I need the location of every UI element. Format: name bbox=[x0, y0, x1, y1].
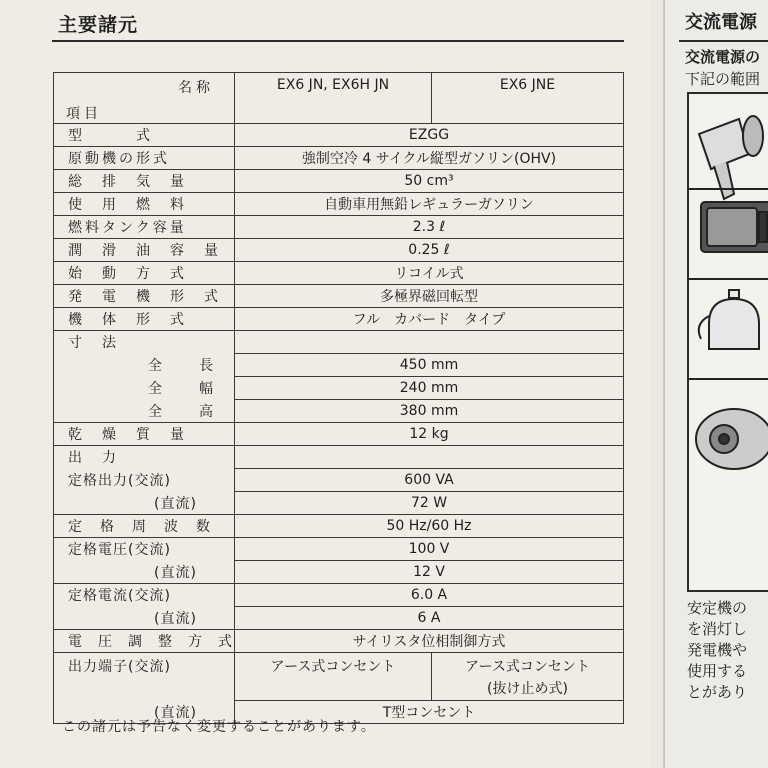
row-value: リコイル式 bbox=[235, 262, 624, 285]
dry-weight-label: 乾 燥 質 量 bbox=[54, 423, 235, 446]
appliance-illustrations bbox=[689, 94, 768, 590]
current-dc-label: (直流) bbox=[54, 607, 235, 630]
row-label: 始 動 方 式 bbox=[54, 262, 235, 285]
dry-weight-value: 12 kg bbox=[235, 423, 624, 446]
table-row bbox=[54, 170, 624, 193]
row-value: 多極界磁回転型 bbox=[235, 285, 624, 308]
adjacent-page-title: 交流電源 bbox=[685, 12, 757, 33]
rated-output-dc-value: 72 W bbox=[235, 492, 624, 515]
table-row bbox=[54, 124, 624, 147]
table-row bbox=[54, 653, 624, 701]
table-row bbox=[54, 607, 624, 630]
television-icon bbox=[701, 202, 768, 252]
table-row-output-heading bbox=[54, 446, 624, 469]
terminals-dc-value: T型コンセント bbox=[235, 701, 624, 724]
adjacent-subtitle: 交流電源の bbox=[685, 48, 761, 66]
terminals-ac-value-a: アース式コンセント bbox=[235, 653, 432, 701]
row-label: 燃料タンク容量 bbox=[54, 216, 235, 239]
drill-icon bbox=[696, 409, 768, 469]
row-value: 自動車用無鉛レギュラーガソリン bbox=[235, 193, 624, 216]
rated-output-ac-value: 600 VA bbox=[235, 469, 624, 492]
frequency-label: 定 格 周 波 数 bbox=[54, 515, 235, 538]
current-ac-value: 6.0 A bbox=[235, 584, 624, 607]
adjacent-subtitle-2: 下記の範囲 bbox=[685, 70, 761, 88]
row-label: 型 式 bbox=[54, 124, 235, 147]
terminals-ac-value-b bbox=[432, 653, 624, 701]
appliance-illustration-frame bbox=[687, 92, 768, 592]
row-value: 0.25 ℓ bbox=[235, 239, 624, 262]
table-row bbox=[54, 469, 624, 492]
adjacent-title-rule bbox=[679, 40, 768, 42]
header-corner-cell bbox=[54, 73, 235, 124]
model-a-header: EX6 JN, EX6H JN bbox=[235, 73, 432, 124]
adjacent-body-line: とがあり bbox=[687, 683, 748, 701]
footnote: この諸元は予告なく変更することがあります。 bbox=[62, 719, 376, 735]
row-label: 潤 滑 油 容 量 bbox=[54, 239, 235, 262]
voltage-dc-label: (直流) bbox=[54, 561, 235, 584]
table-row bbox=[54, 216, 624, 239]
voltage-ac-label: 定格電圧(交流) bbox=[54, 538, 235, 561]
empty-cell bbox=[235, 446, 624, 469]
rated-output-dc-label: (直流) bbox=[54, 492, 235, 515]
row-label: 原動機の形式 bbox=[54, 147, 235, 170]
terminals-ac-b-line2: (抜け止め式) bbox=[487, 681, 568, 697]
terminals-ac-label: 出力端子(交流) bbox=[54, 653, 235, 701]
table-row bbox=[54, 492, 624, 515]
table-row bbox=[54, 308, 624, 331]
empty-cell bbox=[235, 331, 624, 354]
spec-table bbox=[53, 72, 624, 724]
row-value: 2.3 ℓ bbox=[235, 216, 624, 239]
row-label: 機 体 形 式 bbox=[54, 308, 235, 331]
table-row bbox=[54, 400, 624, 423]
adjacent-body-line: 安定機の bbox=[687, 599, 748, 617]
adjacent-page bbox=[663, 0, 768, 768]
table-row bbox=[54, 515, 624, 538]
table-row bbox=[54, 538, 624, 561]
length-label: 全 長 bbox=[54, 354, 235, 377]
height-value: 380 mm bbox=[235, 400, 624, 423]
adjacent-body-line: を消灯し bbox=[687, 620, 748, 638]
terminals-dc-label: (直流) bbox=[54, 701, 235, 724]
table-row bbox=[54, 354, 624, 377]
table-row bbox=[54, 147, 624, 170]
row-value: EZGG bbox=[235, 124, 624, 147]
model-b-header: EX6 JNE bbox=[432, 73, 624, 124]
table-row bbox=[54, 561, 624, 584]
frequency-value: 50 Hz/60 Hz bbox=[235, 515, 624, 538]
table-row bbox=[54, 377, 624, 400]
voltage-ac-value: 100 V bbox=[235, 538, 624, 561]
header-item-label: 項目 bbox=[66, 106, 102, 122]
row-value: 50 cm³ bbox=[235, 170, 624, 193]
table-row bbox=[54, 630, 624, 653]
terminals-ac-b-line1: アース式コンセント bbox=[465, 659, 590, 675]
adjacent-body-line: 発電機や bbox=[687, 641, 748, 659]
header-name-label: 名称 bbox=[178, 80, 214, 96]
table-row-dimensions-heading bbox=[54, 331, 624, 354]
regulation-label: 電 圧 調 整 方 式 bbox=[54, 630, 235, 653]
row-value: 強制空冷 4 サイクル縦型ガソリン(OHV) bbox=[235, 147, 624, 170]
regulation-value: サイリスタ位相制御方式 bbox=[235, 630, 624, 653]
row-label: 使 用 燃 料 bbox=[54, 193, 235, 216]
row-value: フル カバード タイプ bbox=[235, 308, 624, 331]
kettle-icon bbox=[699, 290, 759, 349]
output-label: 出 力 bbox=[54, 446, 235, 469]
table-row bbox=[54, 285, 624, 308]
adjacent-body-text bbox=[687, 598, 747, 703]
table-row bbox=[54, 423, 624, 446]
rated-output-ac-label: 定格出力(交流) bbox=[54, 469, 235, 492]
adjacent-body-line: 使用する bbox=[687, 662, 748, 680]
title-rule bbox=[52, 40, 624, 42]
dimensions-label: 寸 法 bbox=[54, 331, 235, 354]
length-value: 450 mm bbox=[235, 354, 624, 377]
table-row bbox=[54, 193, 624, 216]
spec-table-wrapper bbox=[53, 72, 623, 742]
table-row bbox=[54, 262, 624, 285]
width-label: 全 幅 bbox=[54, 377, 235, 400]
hair-dryer-icon bbox=[699, 116, 763, 199]
table-row bbox=[54, 239, 624, 262]
table-row bbox=[54, 584, 624, 607]
voltage-dc-value: 12 V bbox=[235, 561, 624, 584]
page-title: 主要諸元 bbox=[58, 14, 139, 36]
table-header-row bbox=[54, 73, 624, 124]
width-value: 240 mm bbox=[235, 377, 624, 400]
current-dc-value: 6 A bbox=[235, 607, 624, 630]
row-label: 発 電 機 形 式 bbox=[54, 285, 235, 308]
current-ac-label: 定格電流(交流) bbox=[54, 584, 235, 607]
row-label: 総 排 気 量 bbox=[54, 170, 235, 193]
height-label: 全 高 bbox=[54, 400, 235, 423]
